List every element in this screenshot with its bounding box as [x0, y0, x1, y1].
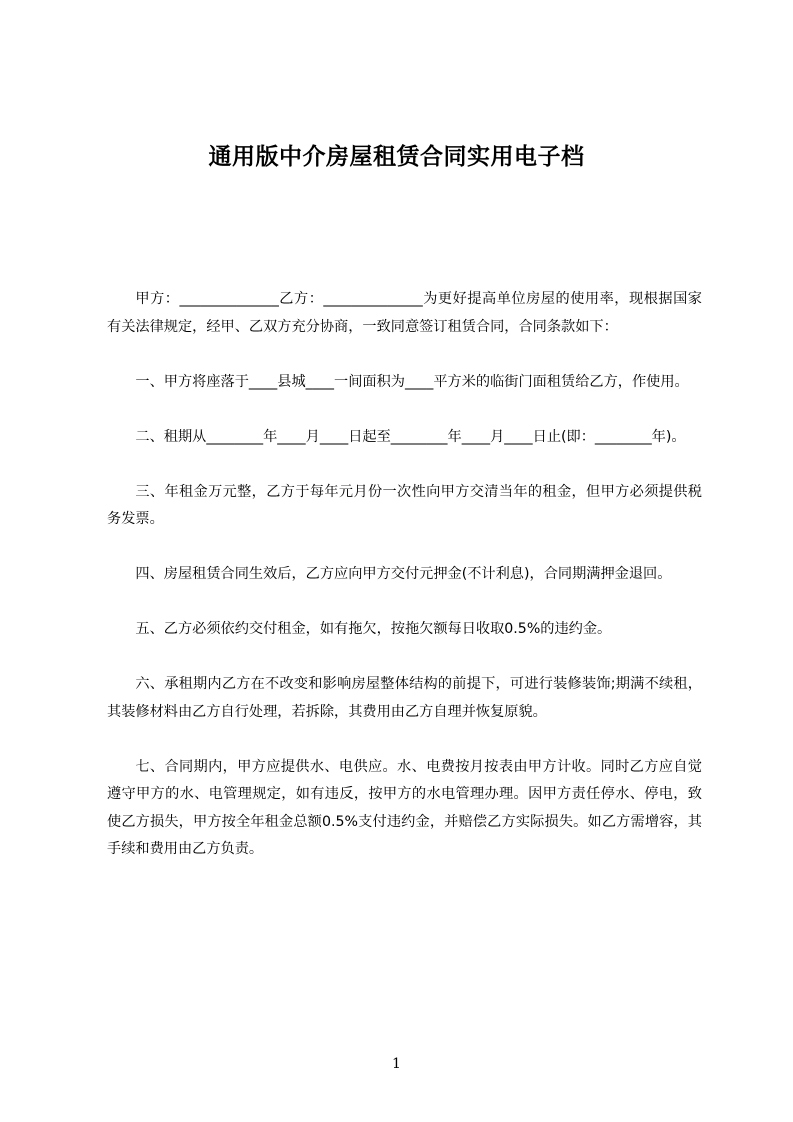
paragraph-clause-7: 七、合同期内，甲方应提供水、电供应。水、电费按月按表由甲方计收。同时乙方应自觉遵守甲方的水、电管理规定，如有违反，按甲方的水电管理办理。因甲方责任停水、停电，致使乙方损失，甲方按全年租金总额0.5%支付违约金，并赔偿乙方实际损失。如乙方需增容，其手续和费用由乙方负责。 — [107, 758, 702, 857]
paragraph-clause-3: 三、年租金万元整，乙方于每年元月份一次性向甲方交清当年的租金，但甲方必须提供税务发票。 — [107, 483, 702, 527]
paragraph-clause-6: 六、承租期内乙方在不改变和影响房屋整体结构的前提下，可进行装修装饰;期满不续租，其装修材料由乙方自行处理，若拆除，其费用由乙方自理并恢复原貌。 — [107, 676, 702, 720]
page-number: 1 — [392, 1056, 401, 1072]
paragraph-clause-1: 一、甲方将座落于____县城____一间面积为____平方米的临街门面租赁给乙方，作使用。 — [135, 373, 689, 390]
paragraph-clause-2: 二、租期从________年____月____日起至________年____月____日止(即：________年)。 — [135, 428, 686, 445]
paragraph-clause-5: 五、乙方必须依约交付租金，如有拖欠，按拖欠额每日收取0.5%的违约金。 — [135, 621, 612, 637]
contract-body — [107, 286, 702, 864]
document-title: 通用版中介房屋租赁合同实用电子档 — [208, 144, 585, 170]
paragraph-clause-4: 四、房屋租赁合同生效后，乙方应向甲方交付元押金(不计利息)，合同期满押金退回。 — [135, 566, 672, 582]
paragraph-intro: 甲方：______________乙方：______________为更好提高单位房屋的使用率，现根据国家有关法律规定，经甲、乙双方充分协商，一致同意签订租赁合同，合同条款如下： — [107, 291, 702, 335]
